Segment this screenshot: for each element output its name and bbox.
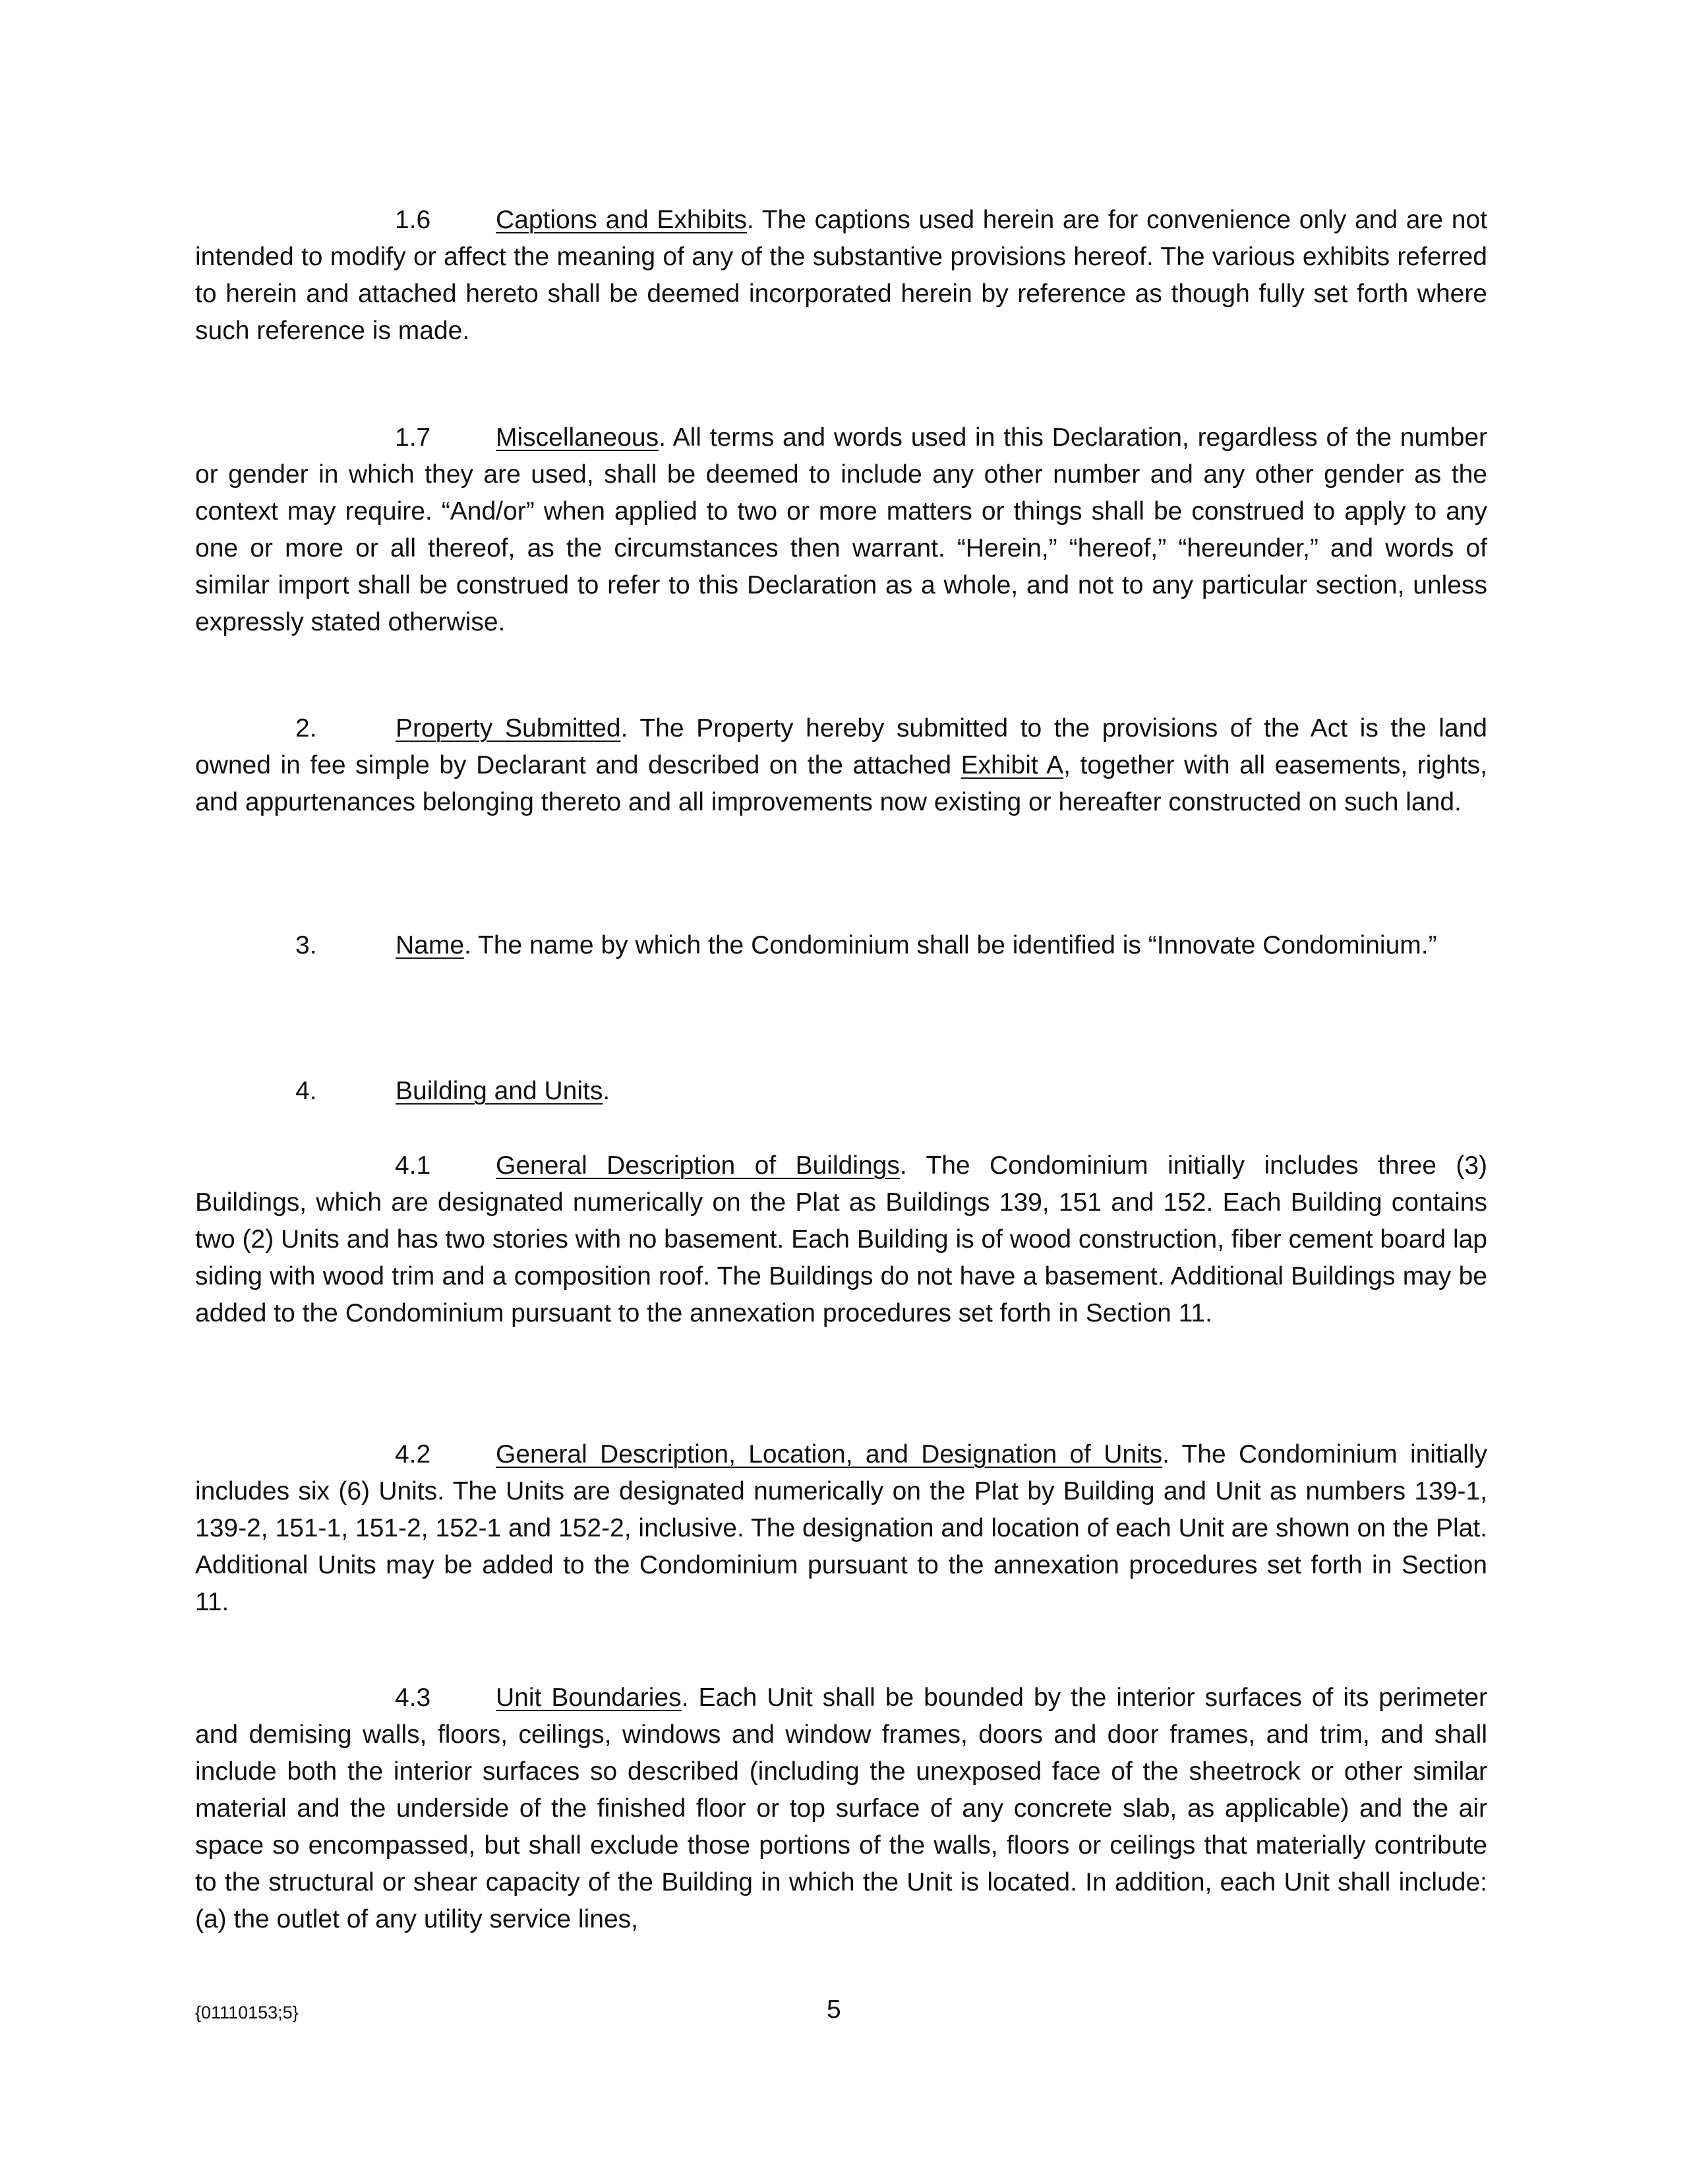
section-number: 4. — [295, 1077, 317, 1105]
section-body: . The Condominium initially includes three (3) Buildings, which are designated numerically on the Plat as Buildings 139, 151 and 152. Each Building contains two (2) Units and has two stories with no basement. Each Building is of wood construction, fiber cement board lap siding with wood trim and a composition roof. The Buildings do not have a basement. Additional Buildings may be added to the Condominium pursuant to the annexation procedures set forth in Section 11. — [195, 1151, 1488, 1327]
section-body-continued: , together with all easements, rights, and appurtenances belonging thereto and all improvements now existing or hereafter constructed on such land. — [195, 751, 1487, 816]
section-4-1 — [195, 1147, 1487, 1332]
section-heading: Unit Boundaries — [496, 1684, 682, 1712]
section-3 — [195, 927, 1487, 964]
section-heading: Miscellaneous — [496, 423, 659, 452]
page-number: 5 — [827, 1995, 841, 2024]
document-id: {01110153;5} — [195, 2003, 299, 2022]
section-1-6 — [195, 202, 1487, 349]
section-heading: Name — [396, 931, 465, 959]
section-4 — [195, 1073, 1487, 1110]
section-number: 1.6 — [395, 206, 431, 234]
section-heading: General Description of Buildings — [496, 1151, 900, 1180]
section-number: 4.2 — [395, 1440, 431, 1469]
section-number: 1.7 — [395, 423, 431, 452]
section-body: . Each Unit shall be bounded by the interior surfaces of its perimeter and demising walls, floors, ceilings, windows and window frames, doors and door frames, and trim, and shall include both the interior surfaces so described (including the unexposed face of the sheetrock or other similar material and the underside of the finished floor or top surface of any concrete slab, as applicable) and the air space so encompassed, but shall exclude those portions of the walls, floors or ceilings that materially contribute to the structural or shear capacity of the Building in which the Unit is located. In addition, each Unit shall include: (a) the outlet of any utility service lines, — [195, 1684, 1488, 1933]
section-body: . The captions used herein are for convenience only and are not intended to modify or affect the meaning of any of the substantive provisions hereof. The various exhibits referred to herein and attached hereto shall be deemed incorporated herein by reference as though fully set forth where such reference is made. — [195, 206, 1487, 345]
section-heading: General Description, Location, and Designation of Units — [496, 1440, 1163, 1469]
section-number: 4.1 — [395, 1151, 431, 1180]
section-heading: Building and Units — [396, 1077, 603, 1105]
section-heading: Captions and Exhibits — [496, 206, 747, 234]
section-number: 4.3 — [395, 1684, 431, 1712]
section-heading: Property Submitted — [396, 714, 621, 743]
section-body: . The name by which the Condominium shall be identified is “Innovate Condominium.” — [464, 931, 1437, 959]
section-2 — [195, 710, 1487, 821]
exhibit-a-reference: Exhibit A — [961, 751, 1064, 779]
section-body: . — [603, 1077, 610, 1105]
section-body: . All terms and words used in this Declaration, regardless of the number or gender in which they are used, shall be deemed to include any other number and any other gender as the context may require. “And/or” when applied to two or more matters or things shall be construed to apply to any one or more or all thereof, as the circumstances then warrant. “Herein,” “hereof,” “hereunder,” and words of similar import shall be construed to refer to this Declaration as a whole, and not to any particular section, unless expressly stated otherwise. — [195, 423, 1487, 636]
section-body: . The Property hereby submitted to the provisions of the Act is the land owned in fee simple by Declarant and described on the attached — [195, 714, 1487, 779]
section-number: 2. — [295, 714, 317, 743]
section-number: 3. — [295, 931, 317, 959]
section-4-3 — [195, 1680, 1487, 1938]
section-body: . The Condominium initially includes six (6) Units. The Units are designated numerically on the Plat by Building and Unit as numbers 139-1, 139-2, 151-1, 151-2, 152-1 and 152-2, inclusive. The designation and location of each Unit are shown on the Plat. Additional Units may be added to the Condominium pursuant to the annexation procedures set forth in Section 11. — [195, 1440, 1487, 1616]
section-4-2 — [195, 1436, 1487, 1621]
section-1-7 — [195, 419, 1487, 641]
